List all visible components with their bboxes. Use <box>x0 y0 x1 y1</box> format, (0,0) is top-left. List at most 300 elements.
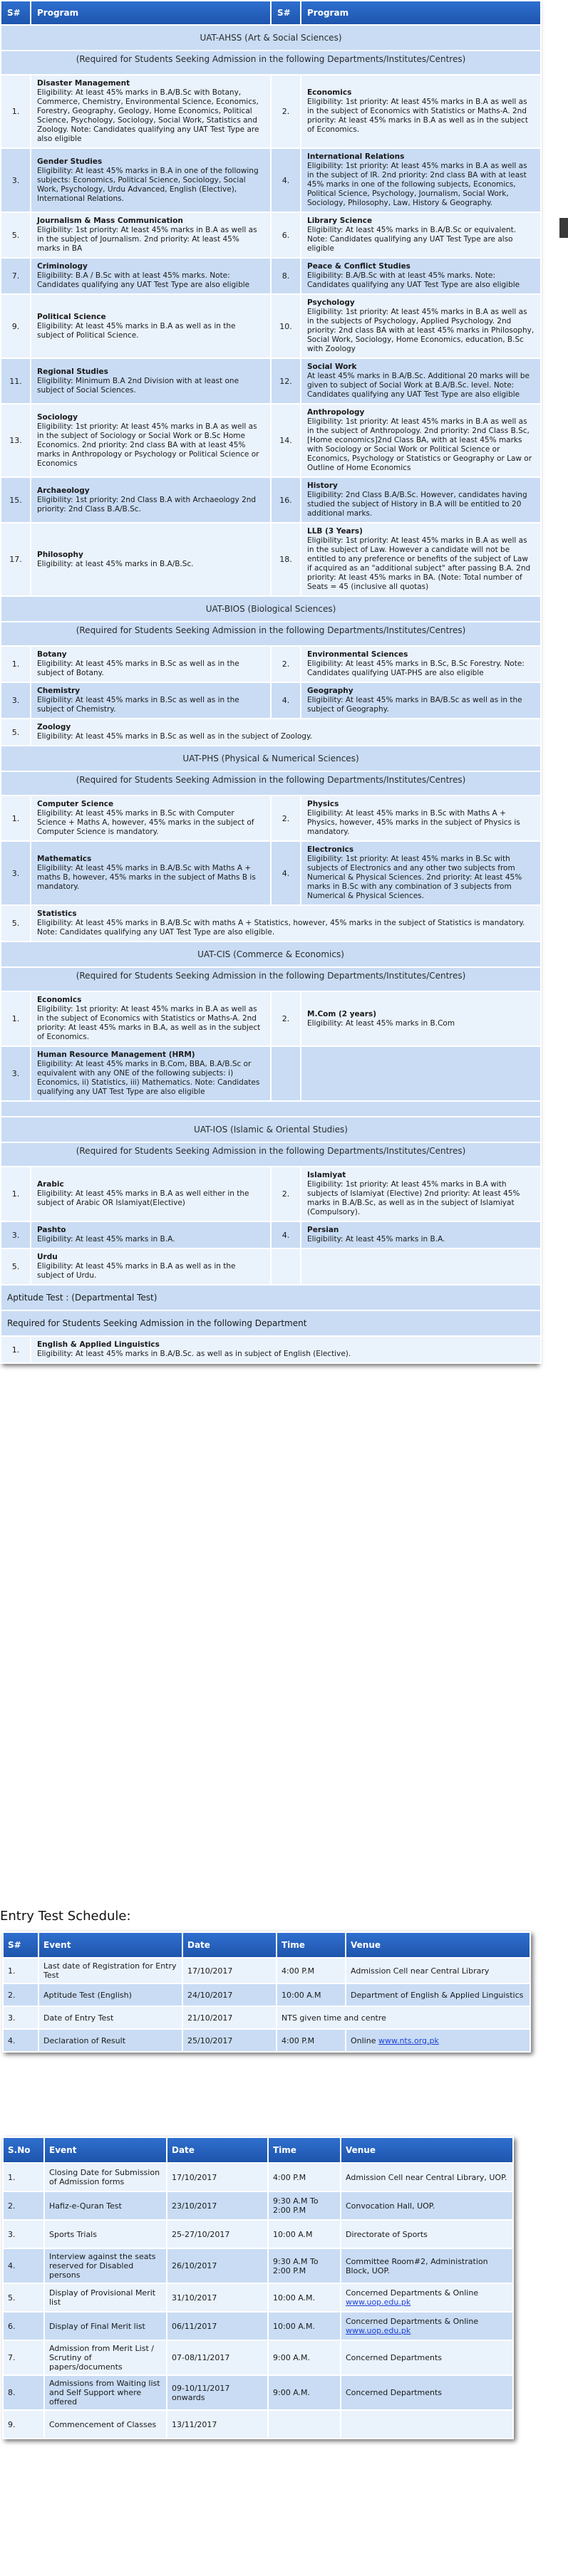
program-number: 2. <box>272 992 300 1045</box>
aptitude-title-row <box>1 1286 540 1310</box>
section-subtitle-row <box>1 622 540 645</box>
schedule-venue <box>341 2284 512 2311</box>
schedule-time-text: 9:00 A.M. <box>273 2353 311 2362</box>
program-number: 9. <box>1 295 30 358</box>
program-name: Botany <box>37 650 67 659</box>
schedule-sn <box>4 1984 38 2006</box>
schedule-date-text: 06/11/2017 <box>172 2321 217 2331</box>
program-name: Anthropology <box>307 408 365 417</box>
program-name: Criminology <box>37 262 88 271</box>
schedule-time-text: 10:00 A.M <box>273 2229 313 2239</box>
program-name: Statistics <box>37 909 77 918</box>
program-name: Economics <box>37 996 82 1004</box>
schedule-row <box>4 2249 512 2283</box>
program-number: 6. <box>272 213 300 257</box>
section-title: UAT-IOS (Islamic & Oriental Studies) <box>1 1117 540 1142</box>
table-row <box>1 1249 540 1284</box>
schedule-time <box>269 2411 340 2438</box>
program-cell <box>301 259 540 293</box>
schedule-date-text: 09-10/11/2017 onwards <box>172 2383 230 2402</box>
program-number: 5. <box>1 906 30 941</box>
schedule-event-text: Closing Date for Submission of Admission forms <box>49 2168 160 2186</box>
aptitude-subtitle: Required for Students Seeking Admission in the following Department <box>1 1311 540 1335</box>
schedule-sn-text: 3. <box>8 2013 16 2023</box>
schedule-sn <box>4 2411 43 2438</box>
program-number: 3. <box>1 842 30 904</box>
program-cell <box>301 149 540 212</box>
program-eligibility: Eligibility: At least 45% marks in B.Com <box>307 1018 455 1028</box>
section-subtitle: (Required for Students Seeking Admission in the following Departments/Institutes/Centres) <box>1 1143 540 1166</box>
program-eligibility: Eligibility: At least 45% marks in B.Sc as well as in the subject of Botany. <box>37 659 239 677</box>
schedule-time-text: 9:30 A.M To 2:00 P.M <box>273 2256 319 2275</box>
schedule-event-text: Date of Entry Test <box>43 2013 114 2023</box>
schedule-venue <box>346 1959 530 1983</box>
program-cell <box>31 683 270 718</box>
schedule-time <box>277 2007 530 2028</box>
program-cell <box>31 405 270 476</box>
program-eligibility: Eligibility: At least 45% marks in B.A as well as in the subject of Urdu. <box>37 1262 236 1280</box>
program-number: 3. <box>1 683 30 718</box>
admission-schedule-table <box>2 2137 514 2439</box>
section-subtitle: (Required for Students Seeking Admission in the following Departments/Institutes/Centres) <box>1 968 540 991</box>
program-number: 11. <box>1 359 30 403</box>
schedule-event-text: Last date of Registration for Entry Test <box>43 1961 177 1980</box>
program-eligibility: Eligibility: 1st priority: At least 45% marks in B.A as well as in the subject of IR. 2nd priority: 2nd class BA with at least 45% marks in one of the following subjects, Economics, Political Science, Psychology, Journalism, Social Work, Sociology, Philosophy, Law, History & Geography. <box>307 162 527 207</box>
program-number: 10. <box>272 295 300 358</box>
spacer-cell <box>1 1102 540 1116</box>
program-cell <box>31 1222 270 1248</box>
schedule-date-text: 26/10/2017 <box>172 2261 217 2270</box>
program-name: Chemistry <box>37 687 81 695</box>
column-header-program: Program <box>301 1 540 24</box>
program-number: 2. <box>272 75 300 147</box>
program-cell <box>301 647 540 682</box>
schedule-event <box>45 2249 166 2283</box>
section-title-row <box>1 746 540 771</box>
program-eligibility: Eligibility: At least 45% marks in B.A/B.Sc with maths A + Statistics, however, 45% marks in the subject of Statistics is mandatory. Note: Candidates qualifying any UAT Test Type are also eligible. <box>37 919 525 937</box>
schedule-time <box>269 2376 340 2409</box>
schedule-date <box>167 2192 267 2219</box>
program-eligibility: Eligibility: 1st priority: At least 45% marks in B.A as well as in the subject of Law. However a candidate will not be entitled to any preference or benefits of the subject of Law if acquired as an "additional subject" after passing B.A. 2nd priority: At least 45% marks in BA. (Note: Total number of Seats = 45 (inclusive all quotas) <box>307 536 531 591</box>
schedule-date <box>167 2284 267 2311</box>
schedule-row <box>4 2312 512 2340</box>
program-eligibility: Eligibility: At least 45% marks in B.A as well either in the subject of Arabic OR Islamiyat(Elective) <box>37 1189 249 1207</box>
table-row <box>1 359 540 403</box>
program-cell <box>301 1167 540 1221</box>
program-name: Journalism & Mass Communication <box>37 217 183 225</box>
schedule-event <box>45 2284 166 2311</box>
program-cell <box>301 1249 540 1284</box>
schedule-sn <box>4 2192 43 2219</box>
program-eligibility: Eligibility: 1st priority: At least 45% marks in B.A as well as in the subject of Economics with Statistics or Maths-A. 2nd priority: At least 45% marks in B.A, as well as in the subject of Economics. <box>37 1005 261 1041</box>
schedule-date <box>167 2411 267 2438</box>
entry-test-schedule-table <box>2 1931 531 2053</box>
table-row <box>1 647 540 682</box>
schedule-sn-text: 9. <box>8 2419 16 2429</box>
table-row <box>1 796 540 840</box>
schedule-event <box>45 2411 166 2438</box>
schedule-date-text: 21/10/2017 <box>187 2013 233 2023</box>
section-subtitle-row <box>1 968 540 991</box>
program-cell <box>301 796 540 840</box>
program-eligibility: Eligibility: 1st priority: At least 45% marks in B.A with subjects of Islamiyat (Elective) 2nd priority: At least 45% marks in B.A/B.Sc, as well as in the subject of Islamiyat (Compulsory). <box>307 1180 520 1216</box>
section-subtitle: (Required for Students Seeking Admission in the following Departments/Institutes/Centres) <box>1 51 540 74</box>
schedule-event-text: Hafiz-e-Quran Test <box>49 2201 122 2211</box>
program-number: 1. <box>1 1167 30 1221</box>
schedule-sn <box>4 2341 43 2374</box>
schedule-venue-text: Admission Cell near Central Library, UOP. <box>346 2172 507 2182</box>
program-eligibility: Eligibility: At least 45% marks in B.A/B.Sc or equivalent. Note: Candidates qualifying any UAT Test Type are also eligible <box>307 226 517 253</box>
schedule-venue <box>341 2221 512 2248</box>
schedule-sn <box>4 2312 43 2340</box>
schedule-sn-text: 7. <box>8 2353 16 2362</box>
schedule-sn <box>4 2284 43 2311</box>
spacer-row <box>1 1102 540 1116</box>
program-number <box>272 1249 300 1284</box>
table-row <box>1 1047 540 1100</box>
column-header-sn: S# <box>1 1 30 24</box>
table-row <box>1 683 540 718</box>
program-number: 1. <box>1 75 30 147</box>
program-number: 18. <box>272 523 300 595</box>
section-subtitle-row <box>1 51 540 74</box>
schedule-row <box>4 1984 530 2006</box>
table-row <box>1 523 540 595</box>
program-eligibility: Eligibility: At least 45% marks in B.A/B.Sc with Maths A + maths B, however, 45% marks in the subject of Maths B is mandatory. <box>37 864 256 891</box>
program-number: 2. <box>272 796 300 840</box>
schedule-venue <box>341 2341 512 2374</box>
program-eligibility: Eligibility: At least 45% marks in B.Sc as well as in the subject of Zoology. <box>37 732 313 741</box>
venue-link[interactable]: www.nts.org.pk <box>378 2035 439 2045</box>
schedule-date <box>167 2249 267 2283</box>
program-number: 7. <box>1 259 30 293</box>
schedule-row <box>4 2341 512 2374</box>
schedule-sn-text: 1. <box>8 2172 16 2182</box>
program-name: LLB (3 Years) <box>307 527 363 536</box>
schedule-time <box>269 2249 340 2283</box>
page-edge-marker <box>559 218 568 238</box>
section-subtitle: (Required for Students Seeking Admission in the following Departments/Institutes/Centres) <box>1 772 540 795</box>
schedule-time <box>277 1959 345 1983</box>
schedule-venue <box>341 2192 512 2219</box>
schedule-sn-text: 8. <box>8 2388 16 2397</box>
program-name: Archaeology <box>37 486 90 495</box>
schedule-header: S.No <box>4 2138 43 2162</box>
schedule-event-text: Admissions from Waiting list and Self Support where offered <box>49 2379 160 2406</box>
program-number: 3. <box>1 1222 30 1248</box>
program-eligibility: Eligibility: 2nd Class B.A/B.Sc. However, candidates having studied the subject of History in B.A will be entitled to 20 additional marks. <box>307 491 527 518</box>
schedule-event-text: Sports Trials <box>49 2229 97 2239</box>
program-number: 2. <box>272 647 300 682</box>
schedule-venue-text: Concerned Departments & Online <box>346 2288 479 2298</box>
schedule-sn <box>4 2030 38 2051</box>
program-name: Regional Studies <box>37 367 108 376</box>
table-row <box>1 842 540 904</box>
schedule-header: Date <box>167 2138 267 2162</box>
program-cell <box>31 75 270 147</box>
schedule-time <box>269 2221 340 2248</box>
program-cell <box>301 1222 540 1248</box>
schedule-event-text: Admission from Merit List / Scrutiny of papers/documents <box>49 2344 154 2372</box>
program-cell <box>31 259 270 293</box>
program-cell <box>31 906 540 941</box>
program-eligibility: Eligibility: 1st priority: At least 45% marks in B.A as well as in the subject of Sociology or Social Work or B.Sc Home Economics. 2nd priority: 2nd class BA with at least 45% marks in Anthropology or Psychology or Political Science or Economics <box>37 422 259 468</box>
table-row <box>1 1337 540 1362</box>
program-name: Political Science <box>37 312 106 321</box>
program-name: Geography <box>307 687 353 695</box>
schedule-time <box>277 1984 345 2006</box>
schedule-row <box>4 2284 512 2311</box>
program-name: Pashto <box>37 1226 66 1234</box>
program-name: Environmental Sciences <box>307 650 408 659</box>
schedule-date-text: 25/10/2017 <box>187 2035 233 2045</box>
table-row <box>1 259 540 293</box>
entry-test-schedule-heading: Entry Test Schedule: <box>0 1909 131 1924</box>
schedule-sn <box>4 1959 38 1983</box>
program-cell <box>31 992 270 1045</box>
program-eligibility: Eligibility: B.A / B.Sc with at least 45% marks. Note: Candidates qualifying any UAT Test Type are also eligible <box>37 271 250 289</box>
schedule-time-text: 9:30 A.M To 2:00 P.M <box>273 2196 319 2215</box>
program-eligibility: Eligibility: Minimum B.A 2nd Division with at least one subject of Social Sciences. <box>37 376 239 395</box>
schedule-event-text: Commencement of Classes <box>49 2419 157 2429</box>
schedule-row <box>4 2376 512 2409</box>
program-cell <box>31 359 270 403</box>
schedule-event <box>45 2376 166 2409</box>
program-eligibility: Eligibility: At least 45% marks in B.A in one of the following subjects: Economics, Political Science, Sociology, Social Work, Psychology, Urdu Advanced, English (Elective), International Relations. <box>37 166 259 203</box>
program-cell <box>31 842 270 904</box>
program-cell <box>31 719 540 745</box>
program-name: Physics <box>307 800 339 808</box>
schedule-sn <box>4 2164 43 2191</box>
program-number: 3. <box>1 149 30 212</box>
section-subtitle: (Required for Students Seeking Admission in the following Departments/Institutes/Centres) <box>1 622 540 645</box>
table-row <box>1 213 540 257</box>
schedule-venue <box>341 2312 512 2340</box>
schedule-header: Time <box>277 1933 345 1957</box>
program-name: English & Applied Linguistics <box>37 1340 160 1349</box>
program-name: M.Com (2 years) <box>307 1009 376 1018</box>
column-header-program: Program <box>31 1 270 24</box>
schedule-date-text: 07-08/11/2017 <box>172 2353 230 2362</box>
program-name: Electronics <box>307 845 354 854</box>
schedule-header: Event <box>45 2138 166 2162</box>
schedule-venue <box>341 2249 512 2283</box>
schedule-date-text: 25-27/10/2017 <box>172 2229 230 2239</box>
program-name: Zoology <box>37 723 71 731</box>
program-number: 16. <box>272 478 300 522</box>
schedule-date <box>183 1959 276 1983</box>
program-name: Computer Science <box>37 800 114 808</box>
schedule-time-text: 10:00 A.M. <box>273 2321 316 2331</box>
program-cell <box>31 1337 540 1362</box>
program-eligibility: Eligibility: 1st priority: 2nd Class B.A with Archaeology 2nd priority: 2nd Class B.A/B.Sc. <box>37 495 257 513</box>
table-row <box>1 719 540 745</box>
schedule-venue-text: Directorate of Sports <box>346 2229 428 2239</box>
schedule-date <box>167 2164 267 2191</box>
program-eligibility: Eligibility: At least 45% marks in B.A. <box>37 1235 175 1243</box>
program-cell <box>301 295 540 358</box>
section-title: UAT-PHS (Physical & Numerical Sciences) <box>1 746 540 771</box>
schedule-date <box>167 2221 267 2248</box>
schedule-time-text: NTS given time and centre <box>282 2013 386 2023</box>
schedule-header: Venue <box>346 1933 530 1957</box>
schedule-venue-text: Concerned Departments <box>346 2388 443 2397</box>
program-eligibility: Eligibility: 1st priority: At least 45% marks in B.A as well as in the subjects of Psychology, Applied Psychology. 2nd priority: 2nd class BA with at least 45% marks in Philosophy, Social Work, Sociology, Home Economics, education, B.Sc with Zoology <box>307 308 535 353</box>
program-eligibility: Eligibility: 1st priority: At least 45% marks in B.A as well as in the subject of Economics with Statistics or Maths-A. 2nd priority: At least 45% marks in B.A as well as in the subject of Economics. <box>307 98 528 134</box>
program-name: International Relations <box>307 152 405 161</box>
program-name: Islamiyat <box>307 1171 346 1179</box>
program-cell <box>301 842 540 904</box>
schedule-event-text: Display of Provisional Merit list <box>49 2288 156 2307</box>
program-name: Economics <box>307 88 352 97</box>
schedule-event-text: Declaration of Result <box>43 2035 126 2045</box>
schedule-time <box>277 2030 345 2051</box>
program-cell <box>301 213 540 257</box>
schedule-header: Event <box>39 1933 182 1957</box>
schedule-date <box>183 2007 276 2028</box>
schedule-event <box>39 2007 182 2028</box>
schedule-row <box>4 2192 512 2219</box>
section-title: UAT-AHSS (Art & Social Sciences) <box>1 26 540 50</box>
venue-link[interactable]: www.uop.edu.pk <box>346 2326 411 2335</box>
schedule-venue <box>341 2376 512 2409</box>
schedule-venue-text: Admission Cell near Central Library <box>351 1966 490 1976</box>
schedule-row <box>4 2221 512 2248</box>
section-subtitle-row <box>1 772 540 795</box>
table-row <box>1 295 540 358</box>
program-number: 1. <box>1 647 30 682</box>
section-title: UAT-BIOS (Biological Sciences) <box>1 597 540 621</box>
program-name: Peace & Conflict Studies <box>307 262 410 271</box>
schedule-sn-text: 3. <box>8 2229 16 2239</box>
schedule-time-text: 4:00 P.M <box>282 1966 315 1976</box>
program-cell <box>31 523 270 595</box>
program-cell <box>301 405 540 476</box>
schedule-date <box>167 2341 267 2374</box>
program-number: 3. <box>1 1047 30 1100</box>
schedule-time-text: 4:00 P.M <box>282 2035 315 2045</box>
table-row <box>1 992 540 1045</box>
schedule-time <box>269 2164 340 2191</box>
entry-schedule-container <box>2 1931 531 2053</box>
program-cell <box>31 1167 270 1221</box>
program-eligibility: Eligibility: At least 45% marks in B.A/B.Sc with Botany, Commerce, Chemistry, Environmental Science, Economics, Forestry, Geography, Geology, Home Economics, Political Science, Psychology, Sociology, Social Work, Statistics and Zoology. Note: Candidates qualifying any UAT Test Type are also eligible <box>37 88 259 143</box>
table-row <box>1 906 540 941</box>
program-number: 5. <box>1 719 30 745</box>
program-eligibility: Eligibility: At least 45% marks in B.Sc with Maths A + Physics, however, 45% marks in the subject of Physics is mandatory. <box>307 809 520 836</box>
program-name: Persian <box>307 1226 339 1234</box>
program-number: 2. <box>272 1167 300 1221</box>
program-eligibility: Eligibility: 1st priority: At least 45% marks in B.Sc with subjects of Electronics and any other two subjects from Numerical & Physical Sciences. 2nd priority: At least 45% marks in B.Sc with any combination of 3 subjects from Numerical & Physical Sciences. <box>307 855 522 900</box>
schedule-date-text: 13/11/2017 <box>172 2419 217 2429</box>
schedule-sn-text: 4. <box>8 2261 16 2270</box>
program-number: 5. <box>1 1249 30 1284</box>
schedule-event <box>45 2164 166 2191</box>
schedule-sn-text: 2. <box>8 1990 16 2000</box>
program-cell <box>301 359 540 403</box>
program-cell <box>31 295 270 358</box>
section-title-row <box>1 597 540 621</box>
schedule-row <box>4 2030 530 2051</box>
schedule-date <box>183 2030 276 2051</box>
schedule-sn <box>4 2376 43 2409</box>
program-name: Gender Studies <box>37 157 103 166</box>
schedule-time-text: 10:00 A.M. <box>273 2293 316 2303</box>
program-eligibility: Eligibility: 1st priority: At least 45% marks in B.A as well as in the subject of Journalism. 2nd priority: At least 45% marks in BA <box>37 226 257 253</box>
program-eligibility: Eligibility: At least 45% marks in B.A. <box>307 1235 445 1243</box>
table-header-row <box>1 1 540 24</box>
schedule-event <box>45 2341 166 2374</box>
venue-link[interactable]: www.uop.edu.pk <box>346 2298 411 2307</box>
schedule-venue-text: Convocation Hall, UOP. <box>346 2201 435 2211</box>
schedule-date <box>167 2312 267 2340</box>
program-cell <box>31 213 270 257</box>
program-eligibility: Eligibility: At least 45% marks in B.Sc, B.Sc Forestry. Note: Candidates qualifying UAT-PHS are also eligible <box>307 659 525 677</box>
program-name: Psychology <box>307 298 355 307</box>
schedule-sn <box>4 2249 43 2283</box>
program-number: 1. <box>1 992 30 1045</box>
schedule-event <box>39 1959 182 1983</box>
program-number: 12. <box>272 359 300 403</box>
schedule-event <box>39 1984 182 2006</box>
program-eligibility: Eligibility: At least 45% marks in B.Sc as well as in the subject of Chemistry. <box>37 696 239 714</box>
schedule-date-text: 24/10/2017 <box>187 1990 233 2000</box>
program-name: Human Resource Management (HRM) <box>37 1050 195 1059</box>
schedule-venue <box>346 2030 530 2051</box>
schedule-venue <box>346 1984 530 2006</box>
aptitude-subtitle-row <box>1 1311 540 1335</box>
table-row <box>1 1222 540 1248</box>
program-cell <box>31 149 270 212</box>
schedule-date <box>183 1984 276 2006</box>
schedule-date-text: 31/10/2017 <box>172 2293 217 2303</box>
program-number: 4. <box>272 842 300 904</box>
schedule-event <box>39 2030 182 2051</box>
program-number: 8. <box>272 259 300 293</box>
program-eligibility: Eligibility: At least 45% marks in BA/B.Sc as well as in the subject of Geography. <box>307 696 522 714</box>
schedule-venue <box>341 2164 512 2191</box>
program-cell <box>31 796 270 840</box>
schedule-time-text: 9:00 A.M. <box>273 2388 311 2397</box>
table-row <box>1 478 540 522</box>
program-number: 1. <box>1 1337 30 1362</box>
program-number: 13. <box>1 405 30 476</box>
section-title-row <box>1 1117 540 1142</box>
schedule-event <box>45 2312 166 2340</box>
table-row <box>1 1167 540 1221</box>
schedule-time-text: 10:00 A.M <box>282 1990 321 2000</box>
program-cell <box>301 523 540 595</box>
program-eligibility: Eligibility: at least 45% marks in B.A/B.Sc. <box>37 559 194 568</box>
schedule-row <box>4 2164 512 2191</box>
program-name: Sociology <box>37 412 78 422</box>
program-name: Arabic <box>37 1180 64 1189</box>
program-cell <box>301 683 540 718</box>
schedule-time-text: 4:00 P.M <box>273 2172 306 2182</box>
column-header-sn: S# <box>272 1 300 24</box>
schedule-time <box>269 2312 340 2340</box>
schedule-header: Venue <box>341 2138 512 2162</box>
program-eligibility: Eligibility: At least 45% marks in B.A as well as in the subject of Political Science. <box>37 321 236 340</box>
schedule-row <box>4 2411 512 2438</box>
program-eligibility: Eligibility: B.A/B.Sc with at least 45% marks. Note: Candidates qualifying any UAT Test Type are also eligible <box>307 271 520 289</box>
program-cell <box>301 992 540 1045</box>
schedule-event-text: Aptitude Test (English) <box>43 1990 132 2000</box>
program-number: 15. <box>1 478 30 522</box>
program-eligibility: At least 45% marks in B.A/B.Sc. Additional 20 marks will be given to subject of Social Work at B.A/B.Sc. level. Note: Candidates qualifying any UAT Test Type are also eligible <box>307 372 530 399</box>
program-number: 4. <box>272 149 300 212</box>
schedule-sn <box>4 2007 38 2028</box>
